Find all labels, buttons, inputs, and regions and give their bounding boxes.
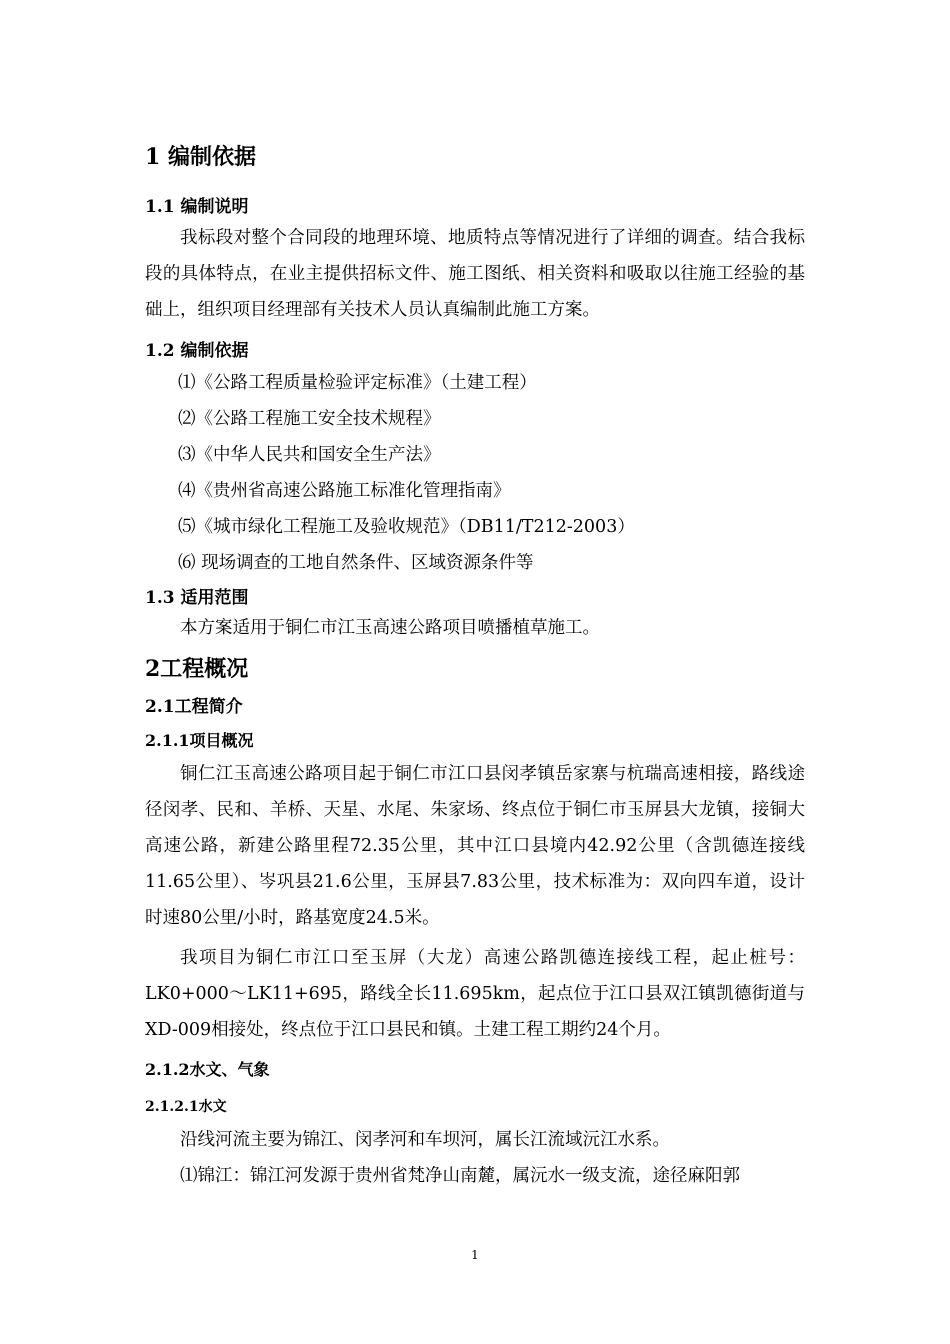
- basis-item-3: ⑶《中华人民共和国安全生产法》: [178, 445, 441, 465]
- basis-item-2: ⑵《公路工程施工安全技术规程》: [178, 409, 441, 429]
- heading-2-1-2-1: 2.1.2.1水文: [145, 1099, 227, 1115]
- page-number: 1: [471, 1248, 479, 1262]
- paragraph-2-1-1-a: 铜仁江玉高速公路项目起于铜仁市江口县闵孝镇岳家寨与杭瑞高速相接，路线途径闵孝、民和、羊桥、天星、水尾、朱家场、终点位于铜仁市玉屏县大龙镇，接铜大高速公路，新建公路里程72.35公里，其中江口县境内42.92公里（含凯德连接线11.65公里）、岑巩县21.6公里，玉屏县7.83公里，技术标准为：双向四车道，设计时速80公里/小时，路基宽度24.5米。: [145, 764, 805, 928]
- paragraph-1-3: 本方案适用于铜仁市江玉高速公路项目喷播植草施工。: [180, 618, 600, 638]
- heading-2: 2工程概况: [145, 656, 249, 682]
- heading-2-1-1: 2.1.1项目概况: [145, 731, 254, 750]
- paragraph-2-1-2-1-b: ⑴锦江：锦江河发源于贵州省梵净山南麓，属沅水一级支流，途径麻阳郭: [180, 1166, 740, 1186]
- paragraph-1-1: 我标段对整个合同段的地理环境、地质特点等情况进行了详细的调查。结合我标段的具体特点，在业主提供招标文件、施工图纸、相关资料和吸取以往施工经验的基础上，组织项目经理部有关技术人员认真编制此施工方案。: [145, 228, 805, 320]
- heading-1-2: 1.2 编制依据: [145, 341, 249, 361]
- basis-item-5: ⑸《城市绿化工程施工及验收规范》（DB11/T212-2003）: [178, 517, 635, 537]
- paragraph-2-1-1-b: 我项目为铜仁市江口至玉屏（大龙）高速公路凯德连接线工程，起止桩号：LK0+000～LK11+695，路线全长11.695km，起点位于江口县双江镇凯德街道与XD-009相接处，终点位于江口县民和镇。土建工程工期约24个月。: [145, 948, 805, 1040]
- heading-2-1-2: 2.1.2水文、气象: [145, 1060, 270, 1079]
- heading-1-1: 1.1 编制说明: [145, 197, 249, 217]
- heading-1-3: 1.3 适用范围: [145, 588, 249, 608]
- basis-item-4: ⑷《贵州省高速公路施工标准化管理指南》: [178, 481, 511, 501]
- paragraph-2-1-2-1: 沿线河流主要为锦江、闵孝河和车坝河，属长江流域沅江水系。: [180, 1130, 670, 1150]
- heading-1: 1 编制依据: [145, 144, 256, 170]
- basis-item-6: ⑹ 现场调查的工地自然条件、区域资源条件等: [178, 553, 534, 573]
- heading-2-1: 2.1工程简介: [145, 697, 243, 717]
- basis-item-1: ⑴《公路工程质量检验评定标准》（土建工程）: [178, 373, 537, 393]
